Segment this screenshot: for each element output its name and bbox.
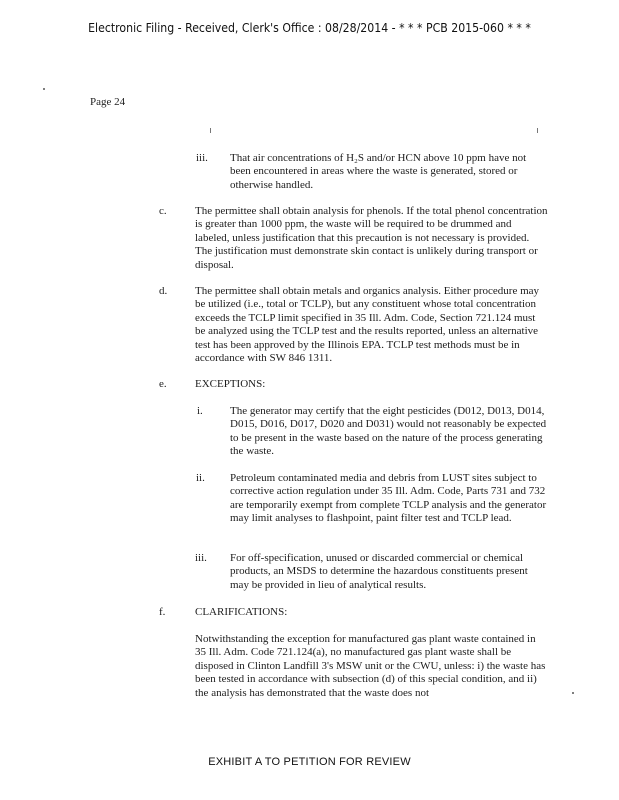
page-number: Page 24 bbox=[90, 96, 126, 108]
item-iii-text: That air concentrations of H₂S and/or HCN above 10 ppm have not been encountered in areas where the waste is generated, stored or otherwise handled. bbox=[230, 152, 527, 191]
exception-i-marker: i. bbox=[197, 405, 203, 417]
exhibit-footer: EXHIBIT A TO PETITION FOR REVIEW bbox=[208, 756, 411, 768]
item-c-text: The permittee shall obtain analysis for phenols. If the total phenol concentration is greater than 1000 ppm, the waste will be required to be drummed and labeled, unless justification that this precaution is not necessary is provided. The justification must demonstrate skin contact is unlikely during transport or disposal. bbox=[195, 205, 548, 271]
exception-iii-marker: iii. bbox=[195, 552, 207, 564]
exception-ii-marker: ii. bbox=[196, 472, 205, 484]
exception-i-text: The generator may certify that the eight pesticides (D012, D013, D014, D015, D016, D017, D020 and D031) would not reasonably be expected to be present in the waste based on the nature of the process generating the waste. bbox=[230, 405, 547, 458]
electronic-filing-stamp: Electronic Filing - Received, Clerk's Office : 08/28/2014 - * * * PCB 2015-060 * * * bbox=[88, 20, 531, 35]
margin-tick-left bbox=[210, 128, 211, 133]
item-d-text: The permittee shall obtain metals and organics analysis. Either procedure may be utilized (i.e., total or TCLP), but any constituent whose total concentration exceeds the TCLP limit specified in 35 Ill. Adm. Code, Section 721.124 must be analyzed using the TCLP test and the results reported, unless an alternative test has been approved by the Illinois EPA. TCLP test methods must be in accordance with SW 846 1311. bbox=[195, 285, 540, 365]
clarifications-text: Notwithstanding the exception for manufactured gas plant waste contained in 35 Ill. Adm. Code 721.124(a), no manufactured gas plant waste shall be disposed in Clinton Landfill 3's MSW unit or the CWU, unless: i) the waste has been tested in accordance with subsection (d) of this special condition, and ii) the analysis has demonstrated that the waste does not bbox=[195, 633, 546, 699]
exceptions-heading: EXCEPTIONS: bbox=[195, 378, 266, 390]
scan-speck bbox=[572, 692, 574, 694]
exception-ii-text: Petroleum contaminated media and debris from LUST sites subject to corrective action regulation under 35 Ill. Adm. Code, Parts 731 and 732 are temporarily exempt from complete TCLP analysis and the generator may limit analyses to flashpoint, paint filter test and TCLP lead. bbox=[230, 472, 547, 525]
margin-tick-right bbox=[537, 128, 538, 133]
scan-speck bbox=[43, 88, 45, 90]
item-e-marker: e. bbox=[159, 378, 167, 390]
item-iii-marker: iii. bbox=[196, 152, 208, 164]
clarifications-heading: CLARIFICATIONS: bbox=[195, 606, 288, 618]
item-c-marker: c. bbox=[159, 205, 167, 217]
exception-iii-text: For off-specification, unused or discarded commercial or chemical products, an MSDS to determine the hazardous constituents present may be provided in lieu of analytical results. bbox=[230, 552, 528, 591]
item-d-marker: d. bbox=[159, 285, 168, 297]
item-f-marker: f. bbox=[159, 606, 166, 618]
